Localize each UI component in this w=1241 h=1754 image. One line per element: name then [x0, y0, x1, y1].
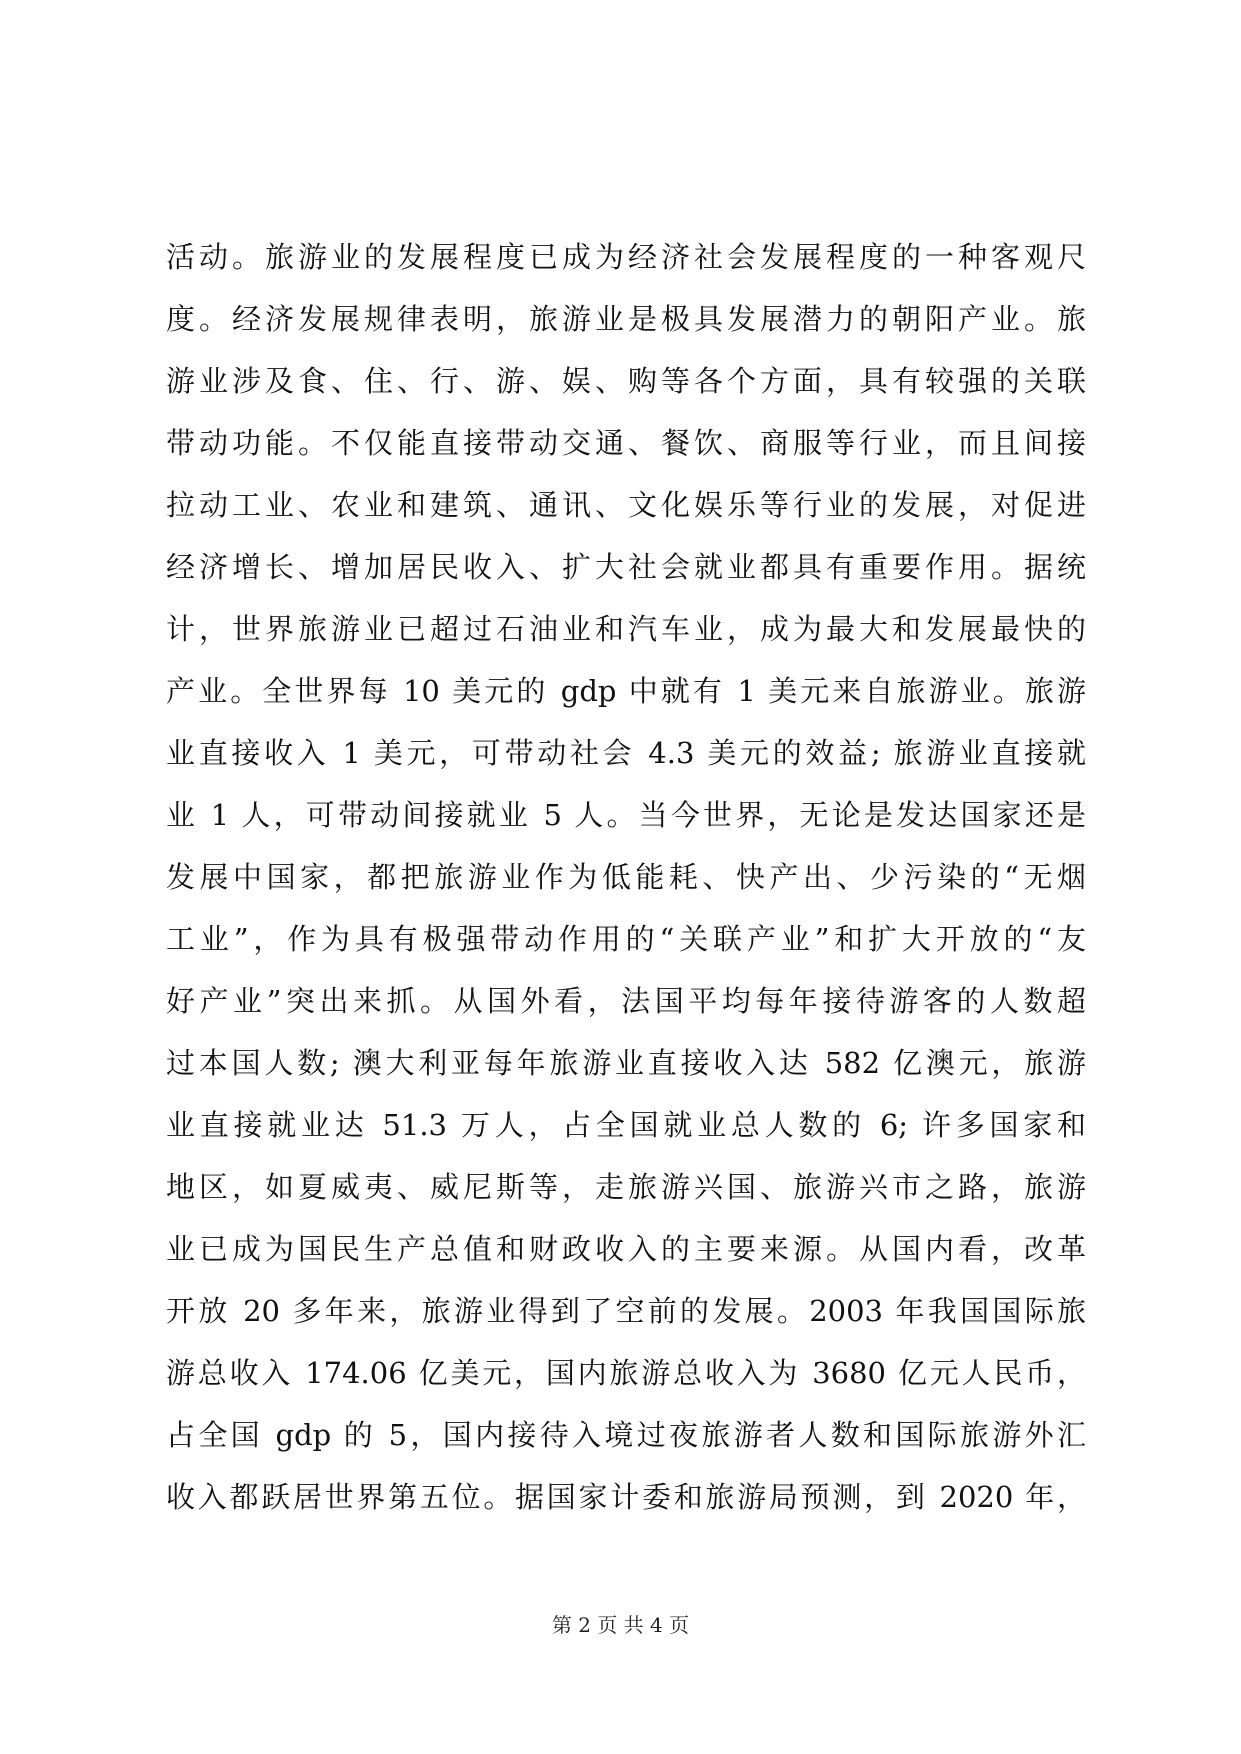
text-line: 业直接就业达 51.3 万人，占全国就业总人数的 6; 许多国家和	[166, 1108, 1086, 1142]
text-line: 占全国 gdp 的 5，国内接待入境过夜旅游者人数和国际旅游外汇	[166, 1418, 1086, 1452]
text-line: 好产业”突出来抓。从国外看，法国平均每年接待游客的人数超	[166, 984, 1086, 1018]
text-line: 游总收入 174.06 亿美元，国内旅游总收入为 3680 亿元人民币，	[166, 1356, 1086, 1390]
text-line: 业直接收入 1 美元，可带动社会 4.3 美元的效益; 旅游业直接就	[166, 736, 1086, 770]
text-line: 发展中国家，都把旅游业作为低能耗、快产出、少污染的“无烟	[166, 860, 1086, 894]
text-line: 活动。旅游业的发展程度已成为经济社会发展程度的一种客观尺	[166, 240, 1086, 274]
text-line: 过本国人数; 澳大利亚每年旅游业直接收入达 582 亿澳元，旅游	[166, 1046, 1086, 1080]
text-line: 开放 20 多年来，旅游业得到了空前的发展。2003 年我国国际旅	[166, 1294, 1086, 1328]
page-footer	[0, 1609, 1241, 1638]
text-line: 工业”，作为具有极强带动作用的“关联产业”和扩大开放的“友	[166, 922, 1086, 956]
text-line: 产业。全世界每 10 美元的 gdp 中就有 1 美元来自旅游业。旅游	[166, 674, 1086, 708]
text-line: 经济增长、增加居民收入、扩大社会就业都具有重要作用。据统	[166, 550, 1086, 584]
text-line: 带动功能。不仅能直接带动交通、餐饮、商服等行业，而且间接	[166, 426, 1086, 460]
text-line: 业已成为国民生产总值和财政收入的主要来源。从国内看，改革	[166, 1232, 1086, 1266]
page-number-label: 第 2 页 共 4 页	[551, 1613, 690, 1637]
body-text	[166, 226, 1086, 1528]
text-line: 业 1 人，可带动间接就业 5 人。当今世界，无论是发达国家还是	[166, 798, 1086, 832]
text-line: 游业涉及食、住、行、游、娱、购等各个方面，具有较强的关联	[166, 364, 1086, 398]
text-line: 拉动工业、农业和建筑、通讯、文化娱乐等行业的发展，对促进	[166, 488, 1086, 522]
text-line: 度。经济发展规律表明，旅游业是极具发展潜力的朝阳产业。旅	[166, 302, 1086, 336]
text-line: 收入都跃居世界第五位。据国家计委和旅游局预测，到 2020 年，	[166, 1480, 1086, 1514]
text-line: 计，世界旅游业已超过石油业和汽车业，成为最大和发展最快的	[166, 612, 1086, 646]
text-line: 地区，如夏威夷、威尼斯等，走旅游兴国、旅游兴市之路，旅游	[166, 1170, 1086, 1204]
